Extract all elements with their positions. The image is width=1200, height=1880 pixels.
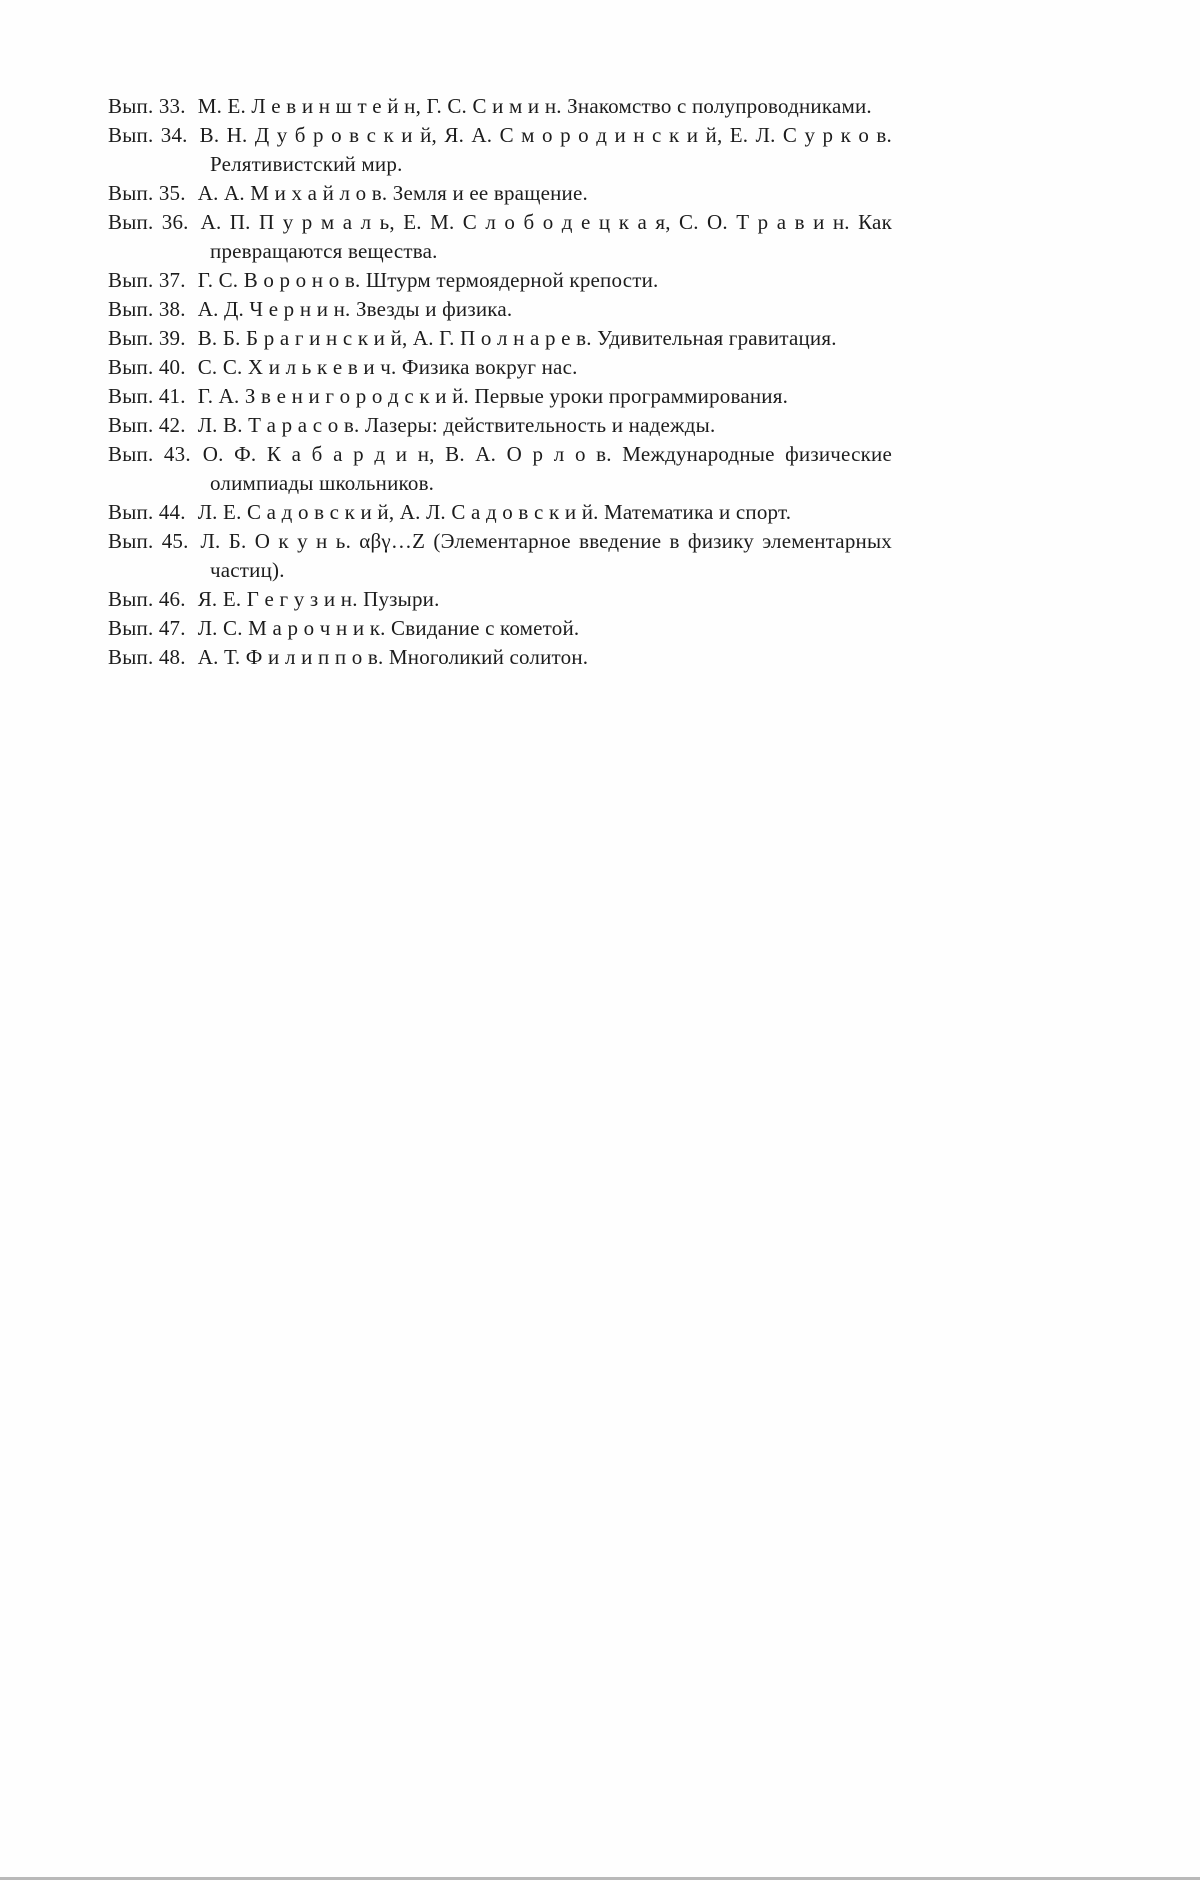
issue-number: Вып. 41. [108, 384, 186, 408]
issue-number: Вып. 47. [108, 616, 186, 640]
issue-number: Вып. 38. [108, 297, 186, 321]
issue-text: Я. Е. Г е г у з и н. Пузыри. [197, 587, 440, 611]
issue-text: А. Д. Ч е р н и н. Звезды и физика. [197, 297, 513, 321]
issue-number: Вып. 40. [108, 355, 186, 379]
issue-text: А. Т. Ф и л и п п о в. Многоликий солитон. [197, 645, 589, 669]
issue-number: Вып. 45. [108, 529, 189, 553]
issue-number: Вып. 34. [108, 123, 188, 147]
list-item [108, 266, 892, 295]
issue-text: Г. С. В о р о н о в. Штурм термоядерной крепости. [197, 268, 659, 292]
list-item [108, 121, 892, 179]
list-item [108, 527, 892, 585]
issue-text: М. Е. Л е в и н ш т е й н, Г. С. С и м и н. Знакомство с полупроводниками. [197, 94, 872, 118]
issue-number: Вып. 37. [108, 268, 186, 292]
issue-number: Вып. 36. [108, 210, 189, 234]
list-item [108, 585, 892, 614]
issue-number: Вып. 44. [108, 500, 186, 524]
list-item [108, 324, 892, 353]
list-item [108, 643, 892, 672]
issue-text: О. Ф. К а б а р д и н, В. А. О р л о в. Международные физические олимпиады школьников. [202, 442, 892, 495]
list-item [108, 179, 892, 208]
issue-number: Вып. 48. [108, 645, 186, 669]
issue-text: Л. Б. О к у н ь. αβγ…Z (Элементарное введение в физику элементарных частиц). [200, 529, 892, 582]
issue-text: С. С. Х и л ь к е в и ч. Физика вокруг нас. [197, 355, 578, 379]
list-item [108, 411, 892, 440]
list-item [108, 92, 892, 121]
list-item [108, 614, 892, 643]
issue-text: Л. В. Т а р а с о в. Лазеры: действительность и надежды. [197, 413, 716, 437]
list-item [108, 440, 892, 498]
issue-number: Вып. 35. [108, 181, 186, 205]
issue-list [108, 92, 892, 672]
list-item [108, 353, 892, 382]
issue-number: Вып. 42. [108, 413, 186, 437]
list-item [108, 382, 892, 411]
list-item [108, 208, 892, 266]
issue-number: Вып. 33. [108, 94, 186, 118]
list-item [108, 295, 892, 324]
issue-text: В. Н. Д у б р о в с к и й, Я. А. С м о р о д и н с к и й, Е. Л. С у р к о в. Релятивистский мир. [199, 123, 892, 176]
issue-text: В. Б. Б р а г и н с к и й, А. Г. П о л н а р е в. Удивительная гравитация. [197, 326, 837, 350]
issue-number: Вып. 39. [108, 326, 186, 350]
issue-text: А. А. М и х а й л о в. Земля и ее вращение. [197, 181, 588, 205]
issue-text: Г. А. З в е н и г о р о д с к и й. Первые уроки программирования. [197, 384, 789, 408]
issue-number: Вып. 43. [108, 442, 191, 466]
issue-number: Вып. 46. [108, 587, 186, 611]
issue-text: А. П. П у р м а л ь, Е. М. С л о б о д е ц к а я, С. О. Т р а в и н. Как превращаются вещества. [200, 210, 892, 263]
issue-text: Л. Е. С а д о в с к и й, А. Л. С а д о в с к и й. Математика и спорт. [197, 500, 792, 524]
list-item [108, 498, 892, 527]
issue-text: Л. С. М а р о ч н и к. Свидание с кометой. [197, 616, 580, 640]
